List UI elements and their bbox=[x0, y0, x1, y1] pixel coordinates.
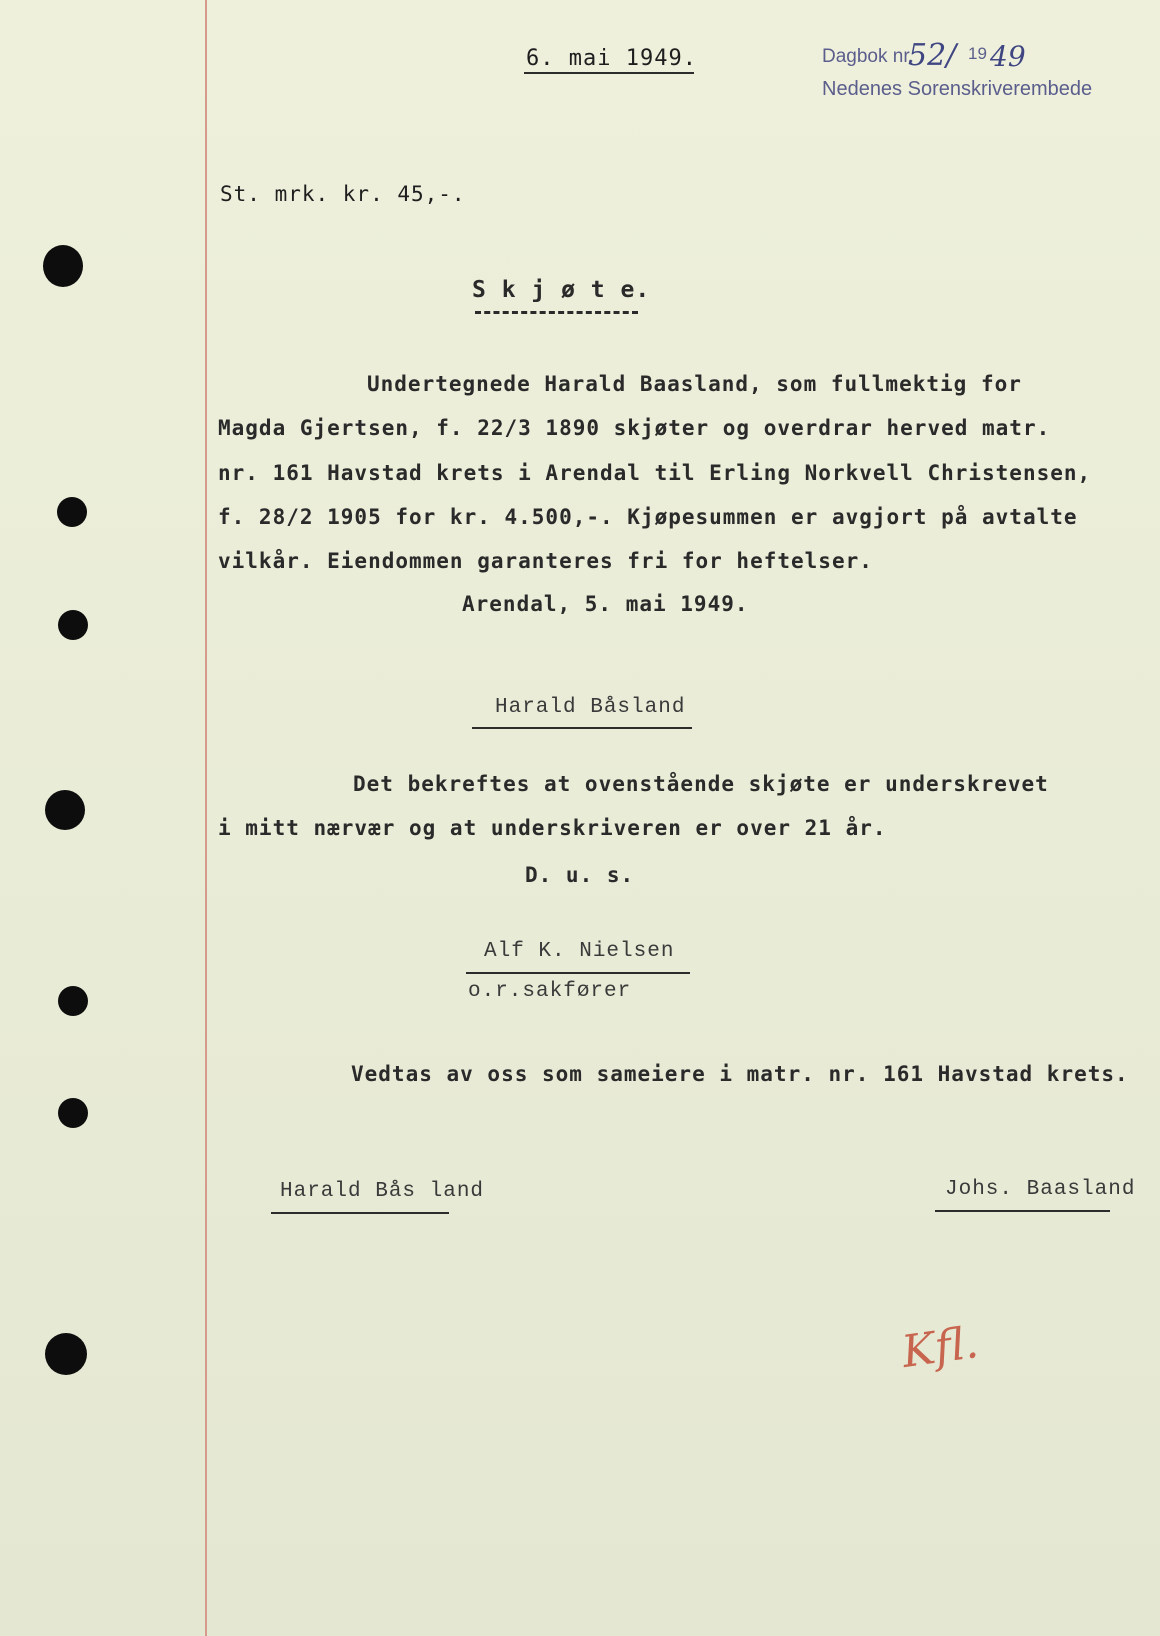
co-owners-line: Vedtas av oss som sameiere i matr. nr. 161 Havstad krets. bbox=[351, 1062, 1129, 1086]
stamp-duty: St. mrk. kr. 45,-. bbox=[220, 182, 466, 206]
signature-harald-baasland: Harald Båsland bbox=[495, 696, 686, 719]
dus-closing: D. u. s. bbox=[525, 863, 635, 887]
body-line-4: f. 28/2 1905 for kr. 4.500,-. Kjøpesummen er avgjort på avtalte bbox=[218, 505, 1078, 529]
signature-2-title: o.r.sakfører bbox=[468, 980, 632, 1003]
witness-line-2: i mitt nærvær og at underskriveren er over 21 år. bbox=[218, 816, 887, 840]
body-line-3: nr. 161 Havstad krets i Arendal til Erling Norkvell Christensen, bbox=[218, 461, 1092, 485]
header-date: 6. mai 1949. bbox=[526, 46, 697, 71]
punch-hole bbox=[45, 1333, 87, 1375]
signature-4-line bbox=[935, 1210, 1110, 1212]
office-stamp: Nedenes Sorenskriverembede bbox=[822, 78, 1093, 100]
dagbok-year-hand: 49 bbox=[990, 40, 1026, 73]
signature-alf-nielsen: Alf K. Nielsen bbox=[484, 940, 675, 963]
handwritten-initials: Kfl. bbox=[898, 1316, 982, 1379]
signature-2-line bbox=[466, 972, 690, 974]
signature-3-line bbox=[271, 1212, 449, 1214]
margin-line bbox=[205, 0, 207, 1636]
punch-hole bbox=[43, 245, 83, 287]
signature-1-line bbox=[472, 727, 692, 729]
punch-hole bbox=[58, 986, 88, 1016]
punch-hole bbox=[58, 1098, 88, 1128]
punch-hole bbox=[45, 790, 85, 830]
signature-johs-baasland: Johs. Baasland bbox=[945, 1178, 1136, 1201]
witness-line-1: Det bekreftes at ovenstående skjøte er underskrevet bbox=[353, 772, 1049, 796]
dagbok-year-printed: 19 bbox=[968, 44, 987, 63]
body-line-1: Undertegnede Harald Baasland, som fullmektig for bbox=[367, 372, 1022, 396]
punch-hole bbox=[58, 610, 88, 640]
place-date: Arendal, 5. mai 1949. bbox=[462, 592, 749, 616]
header-date-underline bbox=[524, 72, 694, 74]
punch-hole bbox=[57, 497, 87, 527]
dagbok-number: 52/ bbox=[908, 38, 957, 73]
dagbok-label: Dagbok nr. bbox=[822, 46, 914, 67]
title-underline bbox=[475, 311, 638, 314]
body-line-5: vilkår. Eiendommen garanteres fri for heftelser. bbox=[218, 549, 873, 573]
document-title: S k j ø t e. bbox=[472, 277, 651, 303]
signature-harald-baasland-2: Harald Bås land bbox=[280, 1180, 485, 1203]
body-line-2: Magda Gjertsen, f. 22/3 1890 skjøter og overdrar herved matr. bbox=[218, 416, 1051, 440]
